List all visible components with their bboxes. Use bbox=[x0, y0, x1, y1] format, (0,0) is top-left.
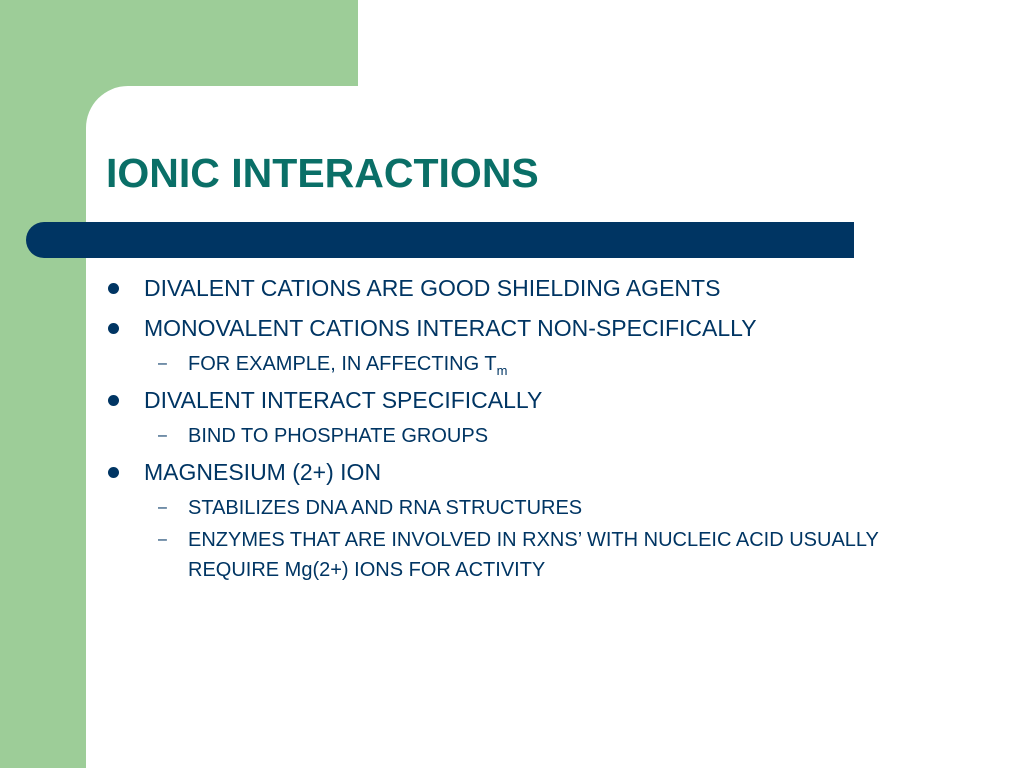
bullet-dot-icon bbox=[108, 467, 119, 478]
bullet-item bbox=[106, 310, 966, 347]
sub-bullet-text: ENZYMES THAT ARE INVOLVED IN RXNS’ WITH NUCLEIC ACID USUALLY REQUIRE Mg(2+) IONS FOR ACTIVITY bbox=[188, 529, 879, 581]
bullet-text: MONOVALENT CATIONS INTERACT NON-SPECIFICALLY bbox=[144, 315, 757, 341]
bullet-text: DIVALENT INTERACT SPECIFICALLY bbox=[144, 387, 543, 413]
sub-bullet-text: STABILIZES DNA AND RNA STRUCTURES bbox=[188, 497, 583, 519]
sub-bullet-text bbox=[188, 353, 508, 378]
dash-icon: – bbox=[158, 499, 167, 516]
dash-icon: – bbox=[158, 427, 167, 444]
sub-bullet-text: BIND TO PHOSPHATE GROUPS bbox=[188, 425, 489, 447]
bullet-text: MAGNESIUM (2+) ION bbox=[144, 459, 382, 485]
subscript-m: m bbox=[496, 363, 508, 378]
bullet-list bbox=[106, 270, 966, 585]
sub-bullet-item bbox=[106, 493, 966, 523]
sub-bullet-item bbox=[106, 349, 966, 379]
slide-title: IONIC INTERACTIONS bbox=[106, 150, 539, 196]
bullet-dot-icon bbox=[108, 323, 119, 334]
sub-bullet-text-main: FOR EXAMPLE, IN AFFECTING T bbox=[188, 353, 497, 375]
bullet-text: DIVALENT CATIONS ARE GOOD SHIELDING AGENTS bbox=[144, 275, 721, 301]
dash-icon: – bbox=[158, 355, 167, 372]
dash-icon: – bbox=[158, 531, 167, 548]
bullet-dot-icon bbox=[108, 283, 119, 294]
bullet-dot-icon bbox=[108, 395, 119, 406]
sub-bullet-item bbox=[106, 525, 908, 585]
bullet-item bbox=[106, 382, 966, 419]
title-underline-bar bbox=[26, 222, 854, 258]
bullet-item bbox=[106, 270, 966, 307]
sub-bullet-item bbox=[106, 421, 966, 451]
bullet-item bbox=[106, 454, 966, 491]
